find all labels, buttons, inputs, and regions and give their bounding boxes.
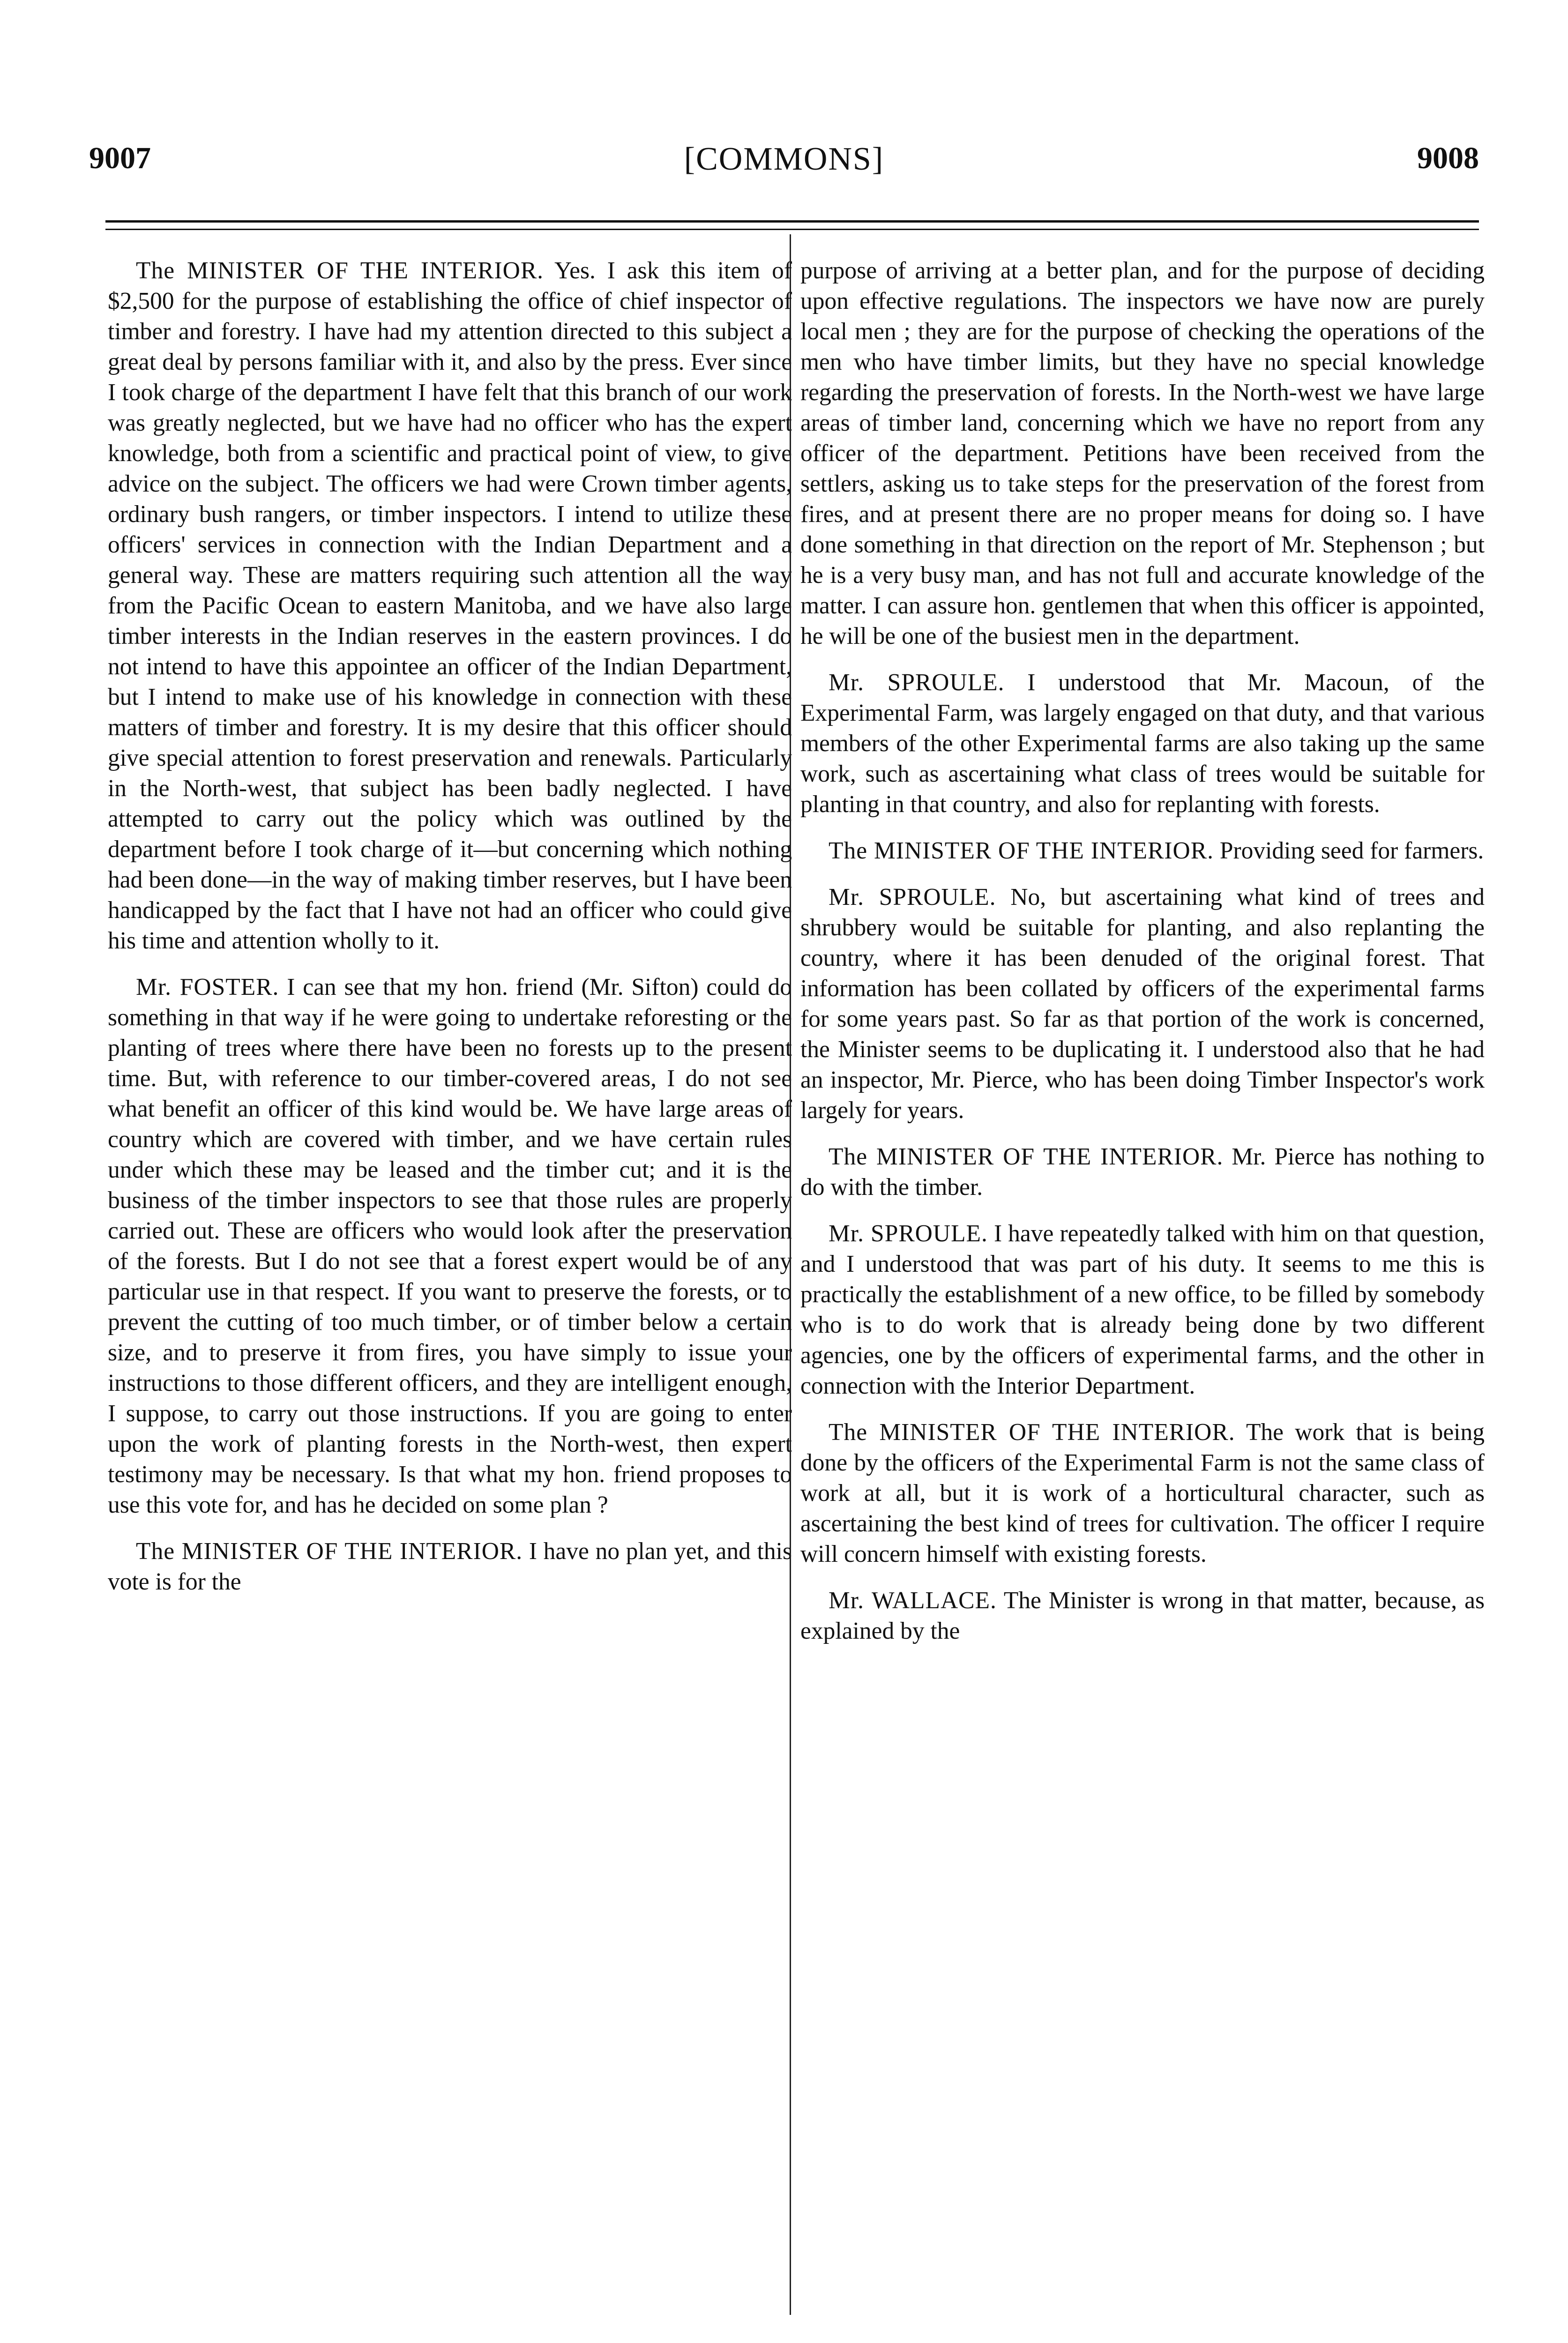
speech-paragraph xyxy=(800,1142,1485,1202)
speaker-name: The MINISTER OF THE INTERIOR. xyxy=(829,837,1214,864)
speech-text: Providing seed for farmers. xyxy=(1219,837,1484,864)
speaker-name: Mr. SPROULE. xyxy=(829,884,996,910)
header-rule xyxy=(105,220,1479,223)
speech-text: Yes. I ask this item of $2,500 for the purpose of establishing the office of chief inspector of timber and forestry. I have had my attention directed to this subject a great deal by persons familiar with it, and also by the press. Ever since I took charge of the department I have felt that this branch of our work was greatly neglected, but we have had no officer who has the expert knowledge, both from a scientific and practical point of view, to give advice on the subject. The officers we had were Crown timber agents, ordinary bush rangers, or timber inspectors. I intend to utilize these officers' services in connection with the Indian Department and a general way. These are matters requiring such attention all the way from the Pacific Ocean to eastern Manitoba, and we have also large timber interests in the Indian reserves in the eastern provinces. I do not intend to have this appointee an officer of the Indian Department, but I intend to make use of his knowledge in connection with these matters of timber and forestry. It is my desire that this officer should give special attention to forest preservation and renewals. Particularly in the North-west, that subject has been badly neglected. I have attempted to carry out the policy which was outlined by the department before I took charge of it—but concerning which nothing had been done—in the way of making timber reserves, but I have been handicapped by the fact that I have not had an officer who could give his time and attention wholly to it. xyxy=(108,257,792,954)
speech-paragraph xyxy=(108,255,792,956)
speech-text: I have no plan yet, and this vote is for the xyxy=(108,1538,792,1595)
speech-text: The work that is being done by the officers of the Experimental Farm is not the same class of work at all, but it is work of a horticultural character, such as ascertaining the best kind of trees for cultivation. The officer I require will concern himself with existing forests. xyxy=(800,1419,1485,1567)
right-page-number: 9008 xyxy=(1417,141,1479,175)
speech-paragraph xyxy=(800,1585,1485,1646)
running-head: [COMMONS] xyxy=(684,141,884,177)
speech-text: I can see that my hon. friend (Mr. Sifton) could do something in that way if he were going to undertake reforesting or the planting of trees where there have been no forests up to the present time. But, with reference to our timber-covered areas, I do not see what benefit an officer of this kind would be. We have large areas of country which are covered with timber, and we have certain rules under which these may be leased and the timber cut; and it is the business of the timber inspectors to see that those rules are properly carried out. These are officers who would look after the preservation of the forests. But I do not see that a forest expert would be of any particular use in that respect. If you want to preserve the forests, or to prevent the cutting of too much timber, or of timber below a certain size, and to preserve it from fires, you have simply to issue your instructions to those different officers, and they are intelligent enough, I suppose, to carry out those instructions. If you are going to enter upon the work of planting forests in the North-west, then expert testimony may be necessary. Is that what my hon. friend proposes to use this vote for, and has he decided on some plan ? xyxy=(108,974,792,1518)
speaker-name: The MINISTER OF THE INTERIOR. xyxy=(829,1143,1224,1170)
speech-paragraph xyxy=(800,882,1485,1126)
speaker-name: The MINISTER OF THE INTERIOR. xyxy=(136,257,544,284)
right-column xyxy=(800,255,1485,1662)
speaker-name: Mr. FOSTER. xyxy=(136,974,279,1000)
speaker-name: The MINISTER OF THE INTERIOR. xyxy=(829,1419,1235,1446)
speech-text: purpose of arriving at a better plan, and for the purpose of deciding upon effective regulations. The inspectors we have now are purely local men ; they are for the purpose of checking the operations of the men who have timber limits, but they have no special knowledge regarding the preservation of forests. In the North-west we have large areas of timber land, concerning which we have no report from any officer of the department. Petitions have been received from the settlers, asking us to take steps for the preservation of the forest from fires, and at present there are no proper means for doing so. I have done something in that direction on the report of Mr. Stephenson ; but he is a very busy man, and has not full and accurate knowledge of the matter. I can assure hon. gentlemen that when this officer is appointed, he will be one of the busiest men in the department. xyxy=(800,257,1485,649)
speech-paragraph xyxy=(800,667,1485,820)
speaker-name: The MINISTER OF THE INTERIOR. xyxy=(136,1538,523,1565)
speech-paragraph xyxy=(108,972,792,1520)
speech-paragraph xyxy=(800,1417,1485,1569)
speech-text: The Minister is wrong in that matter, because, as explained by the xyxy=(800,1587,1485,1644)
left-column xyxy=(108,255,792,1613)
speech-paragraph xyxy=(800,836,1485,866)
speech-text: Mr. Pierce has nothing to do with the timber. xyxy=(800,1143,1485,1201)
speech-paragraph xyxy=(800,1218,1485,1401)
speech-paragraph-continued xyxy=(800,255,1485,651)
speech-text: No, but ascertaining what kind of trees and shrubbery would be suitable for planting, and also replanting the country, where it has been denuded of the original forest. That information has been collated by officers of the experimental farms for some years past. So far as that portion of the work is concerned, the Minister seems to be duplicating it. I understood also that he had an inspector, Mr. Pierce, who has been doing Timber Inspector's work largely for years. xyxy=(800,884,1485,1124)
speaker-name: Mr. WALLACE. xyxy=(829,1587,997,1614)
page-header xyxy=(89,141,1479,187)
speech-text: I have repeatedly talked with him on that question, and I understood that was part of his duty. It seems to me this is practically the establishment of a new office, to be filled by somebody who is to do work that is already being done by two different agencies, one by the officers of experimental farms, and the other in connection with the Interior Department. xyxy=(800,1220,1485,1399)
speaker-name: Mr. SPROULE. xyxy=(829,1220,988,1247)
header-rule-thin xyxy=(105,229,1479,230)
left-page-number: 9007 xyxy=(89,141,151,175)
column-divider xyxy=(790,234,791,2315)
speech-text: I understood that Mr. Macoun, of the Experimental Farm, was largely engaged on that duty, and that various members of the other Experimental farms are also taking up the same work, such as ascertaining what class of trees would be suitable for planting in that country, and also for replanting with forests. xyxy=(800,669,1485,818)
speaker-name: Mr. SPROULE. xyxy=(829,669,1005,696)
speech-paragraph xyxy=(108,1536,792,1597)
